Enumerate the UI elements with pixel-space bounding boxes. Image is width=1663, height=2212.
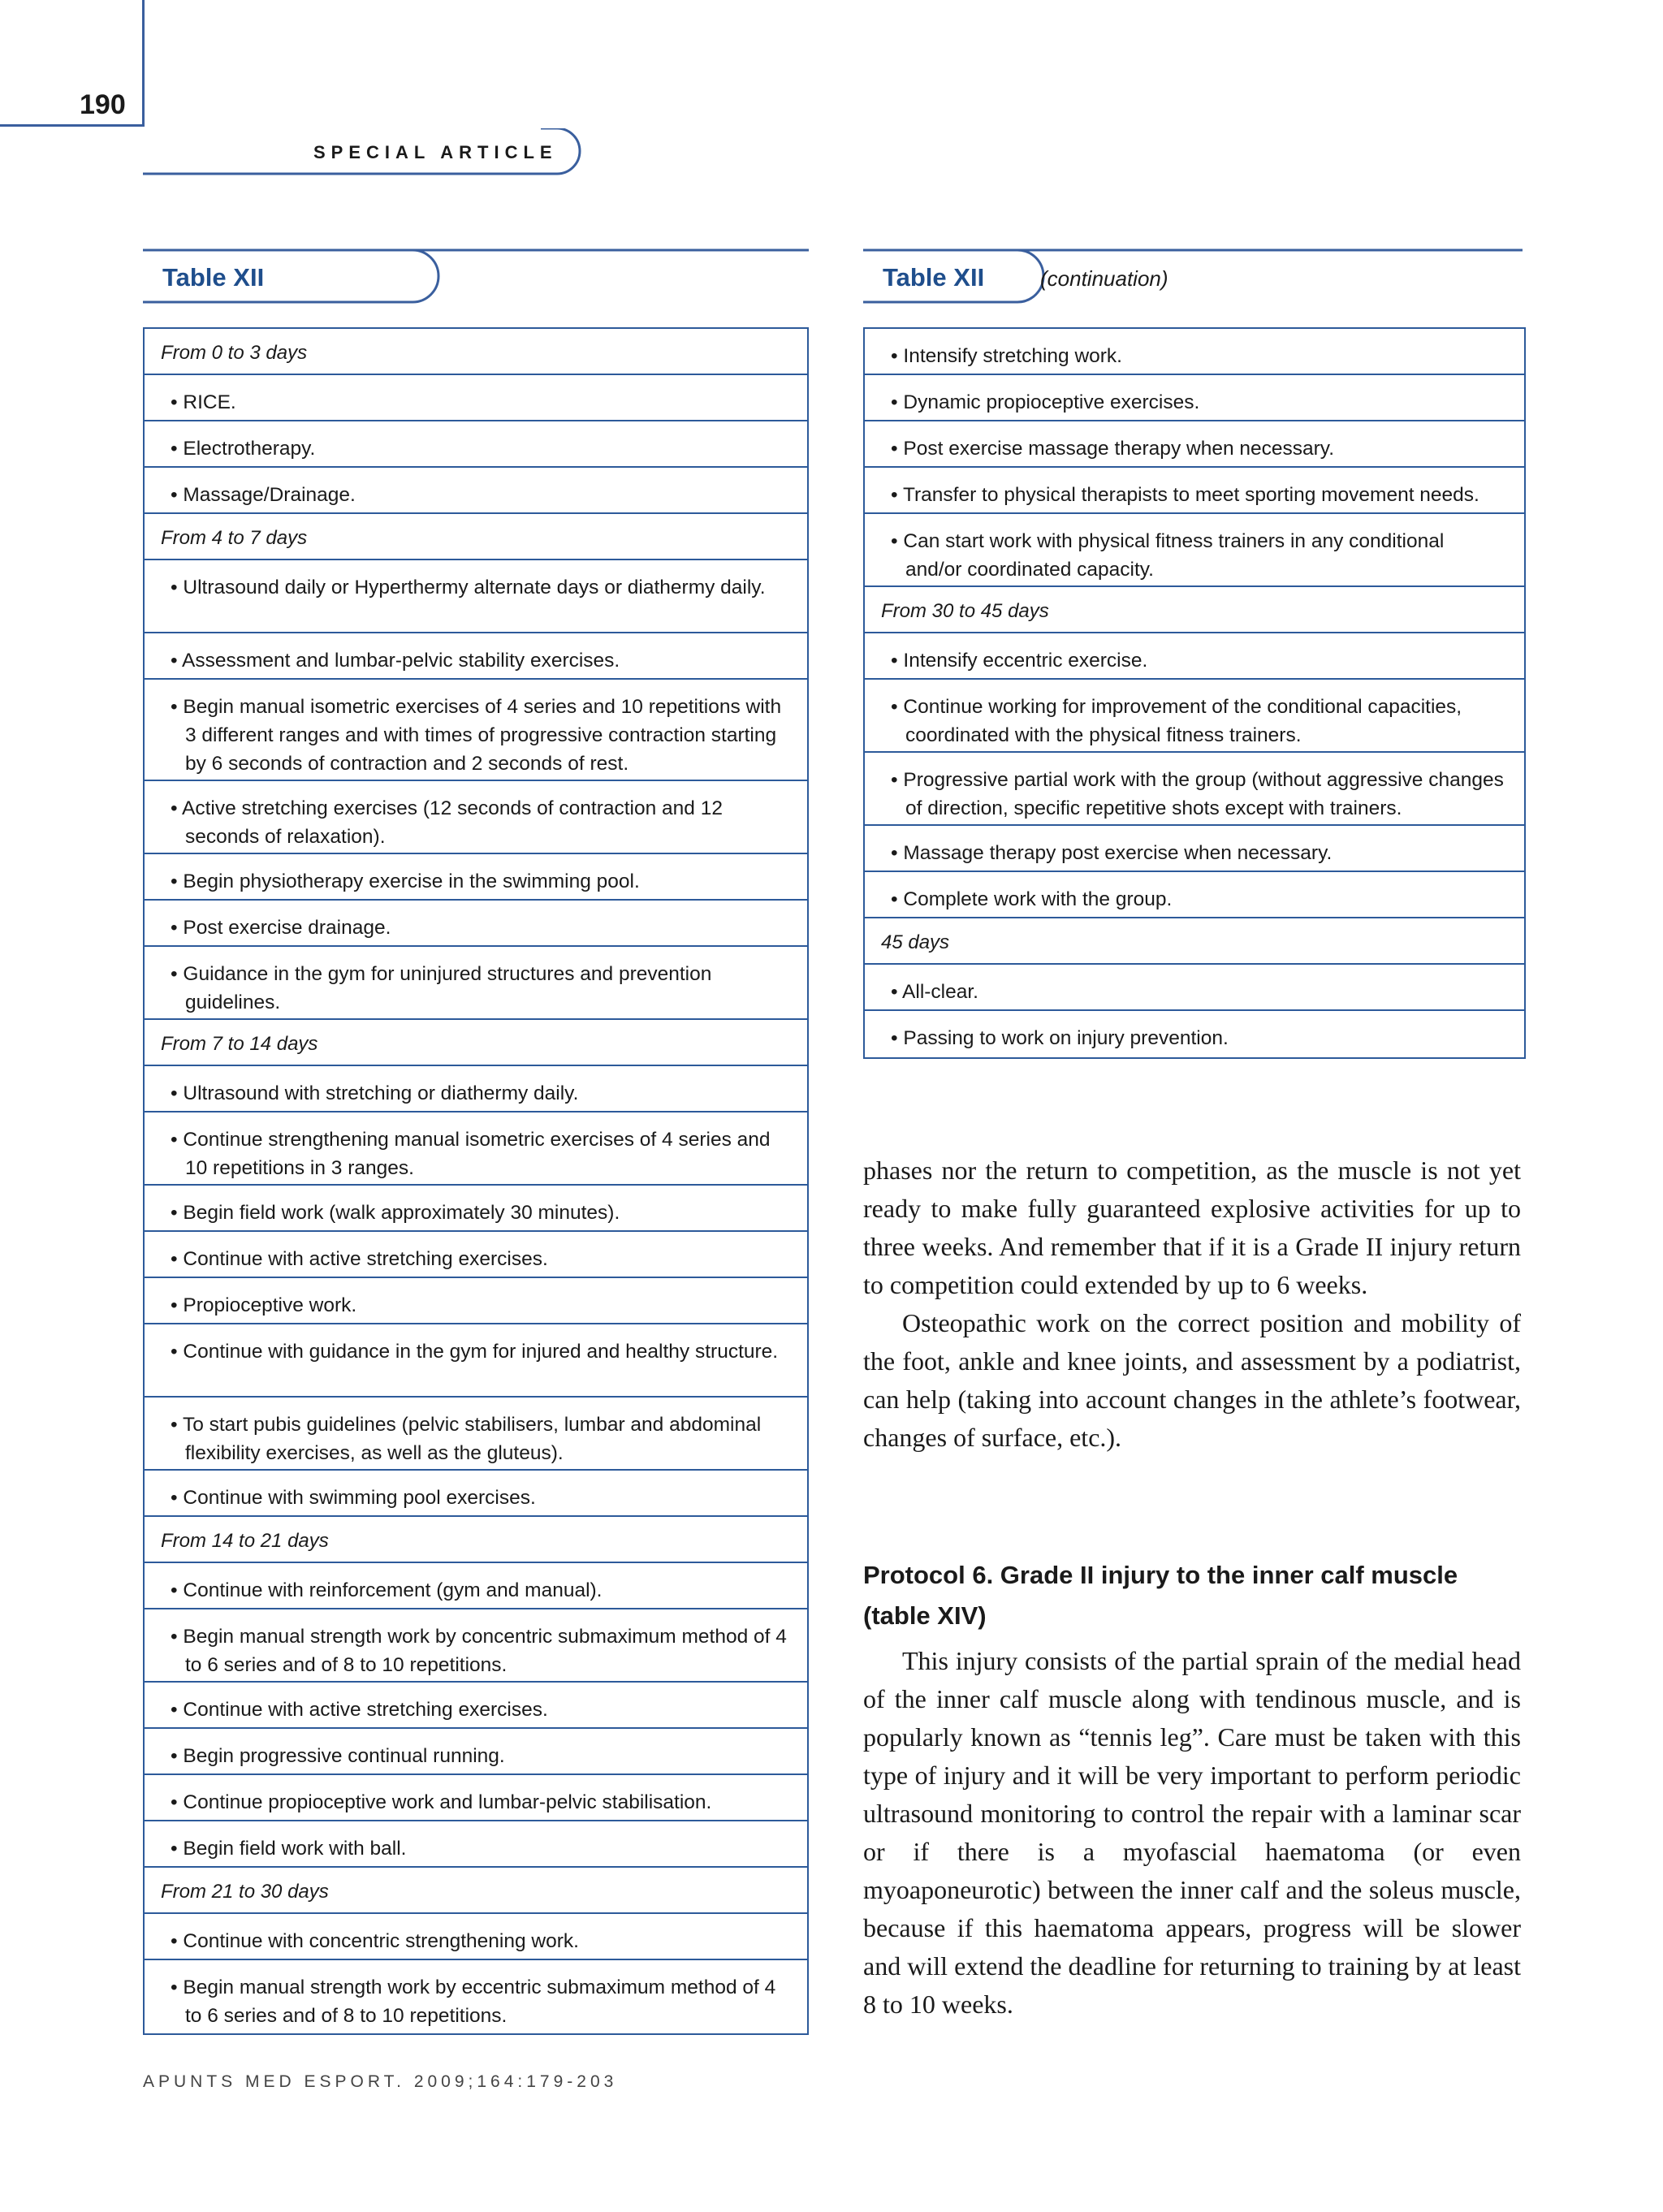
table-period-heading: From 7 to 14 days xyxy=(145,1020,807,1066)
table-period-heading: From 14 to 21 days xyxy=(145,1517,807,1563)
table-row: • Ultrasound daily or Hyperthermy alternate days or diathermy daily. xyxy=(145,560,807,633)
section-heading: Protocol 6. Grade II injury to the inner calf muscle (table XIV) xyxy=(863,1561,1458,1630)
paragraph: Osteopathic work on the correct position and mobility of the foot, ankle and knee joints, and assessment by a podiatrist, can help (taking into account changes in the athlete’s footwear, changes of surface, etc.). xyxy=(863,1308,1521,1452)
table-row: • Electrotherapy. xyxy=(145,421,807,468)
right-table-title: Table XII xyxy=(883,263,985,292)
page-number: 190 xyxy=(80,89,126,120)
table-row: • Massage/Drainage. xyxy=(145,468,807,514)
table-row: • Intensify eccentric exercise. xyxy=(865,633,1524,680)
margin-rule-vertical xyxy=(142,0,145,126)
table-row: • Begin manual isometric exercises of 4 series and 10 repetitions with 3 different ranges and with times of progressive contraction starting by 6 seconds of contraction and 2 seconds of rest. xyxy=(145,680,807,781)
table-row: • Continue with reinforcement (gym and manual). xyxy=(145,1563,807,1609)
table-period-heading: From 0 to 3 days xyxy=(145,329,807,375)
body-text-lower xyxy=(863,1642,1521,2024)
right-table-continuation: (continuation) xyxy=(1040,266,1168,291)
table-row: • Continue with active stretching exercises. xyxy=(145,1683,807,1729)
table-row: • Intensify stretching work. xyxy=(865,329,1524,375)
table-row: • To start pubis guidelines (pelvic stabilisers, lumbar and abdominal flexibility exercises, as well as the gluteus). xyxy=(145,1398,807,1471)
left-table-heading xyxy=(143,248,809,304)
margin-rule-horizontal xyxy=(0,124,145,127)
table-row: • Transfer to physical therapists to meet sporting movement needs. xyxy=(865,468,1524,514)
table-row: • Continue propioceptive work and lumbar-pelvic stabilisation. xyxy=(145,1775,807,1821)
body-text-upper xyxy=(863,1151,1521,1457)
table-row: • Continue with swimming pool exercises. xyxy=(145,1471,807,1517)
table-row: • All-clear. xyxy=(865,965,1524,1011)
table-row: • Begin progressive continual running. xyxy=(145,1729,807,1775)
table-row: • Begin physiotherapy exercise in the swimming pool. xyxy=(145,854,807,901)
table-row: • Propioceptive work. xyxy=(145,1278,807,1324)
journal-footer: APUNTS MED ESPORT. 2009;164:179-203 xyxy=(143,2072,618,2091)
table-row: • Begin field work (walk approximately 30 minutes). xyxy=(145,1186,807,1232)
table-row: • Progressive partial work with the group (without aggressive changes of direction, specific repetitive shots except with trainers. xyxy=(865,753,1524,826)
table-row: • Continue strengthening manual isometric exercises of 4 series and 10 repetitions in 3 ranges. xyxy=(145,1112,807,1186)
section-label xyxy=(143,128,586,175)
table-row: • Assessment and lumbar-pelvic stability exercises. xyxy=(145,633,807,680)
table-row: • Post exercise massage therapy when necessary. xyxy=(865,421,1524,468)
table-period-heading: From 4 to 7 days xyxy=(145,514,807,560)
table-row: • Can start work with physical fitness trainers in any conditional and/or coordinated capacity. xyxy=(865,514,1524,587)
table-row: • RICE. xyxy=(145,375,807,421)
left-table-title: Table XII xyxy=(162,263,265,292)
table-row: • Dynamic propioceptive exercises. xyxy=(865,375,1524,421)
paragraph: phases nor the return to competition, as the muscle is not yet ready to make fully guaranteed explosive activities for up to three weeks. And remember that if it is a Grade II injury return to competition could extended by up to 6 weeks. xyxy=(863,1156,1521,1299)
table-row: • Post exercise drainage. xyxy=(145,901,807,947)
table-row: • Continue with concentric strengthening work. xyxy=(145,1914,807,1960)
table-row: • Massage therapy post exercise when necessary. xyxy=(865,826,1524,872)
table-row: • Continue with guidance in the gym for injured and healthy structure. xyxy=(145,1324,807,1398)
table-row: • Passing to work on injury prevention. xyxy=(891,1027,1229,1049)
table-row: • Ultrasound with stretching or diathermy daily. xyxy=(145,1066,807,1112)
table-row: • Begin field work with ball. xyxy=(145,1821,807,1868)
table-row: • Continue working for improvement of the conditional capacities, coordinated with the physical fitness trainers. xyxy=(865,680,1524,753)
table-period-heading: 45 days xyxy=(865,918,1524,965)
table-row: • Complete work with the group. xyxy=(865,872,1524,918)
section-label-text: SPECIAL ARTICLE xyxy=(313,142,558,162)
left-table xyxy=(143,327,809,2035)
table-row: • Begin manual strength work by eccentric submaximum method of 4 to 6 series and of 8 to 10 repetitions. xyxy=(171,1977,776,2027)
table-row: • Continue with active stretching exercises. xyxy=(145,1232,807,1278)
table-row: • Active stretching exercises (12 seconds of contraction and 12 seconds of relaxation). xyxy=(145,781,807,854)
table-row: • Begin manual strength work by concentric submaximum method of 4 to 6 series and of 8 to 10 repetitions. xyxy=(145,1609,807,1683)
table-period-heading: From 30 to 45 days xyxy=(865,587,1524,633)
right-table xyxy=(863,327,1526,1059)
table-period-heading: From 21 to 30 days xyxy=(145,1868,807,1914)
paragraph: This injury consists of the partial sprain of the medial head of the inner calf muscle along with tendinous muscle, and is popularly known as “tennis leg”. Care must be taken with this type of injury and it will be very important to perform periodic ultrasound monitoring to control the repair with a laminar scar or if there is a myofascial haematoma (or even myoaponeurotic) between the inner calf and the soleus muscle, because if this haematoma appears, progress will be slower and will extend the deadline for returning to training by at least 8 to 10 weeks. xyxy=(863,1646,1521,2019)
right-table-heading xyxy=(863,248,1523,304)
table-row: • Guidance in the gym for uninjured structures and prevention guidelines. xyxy=(145,947,807,1020)
